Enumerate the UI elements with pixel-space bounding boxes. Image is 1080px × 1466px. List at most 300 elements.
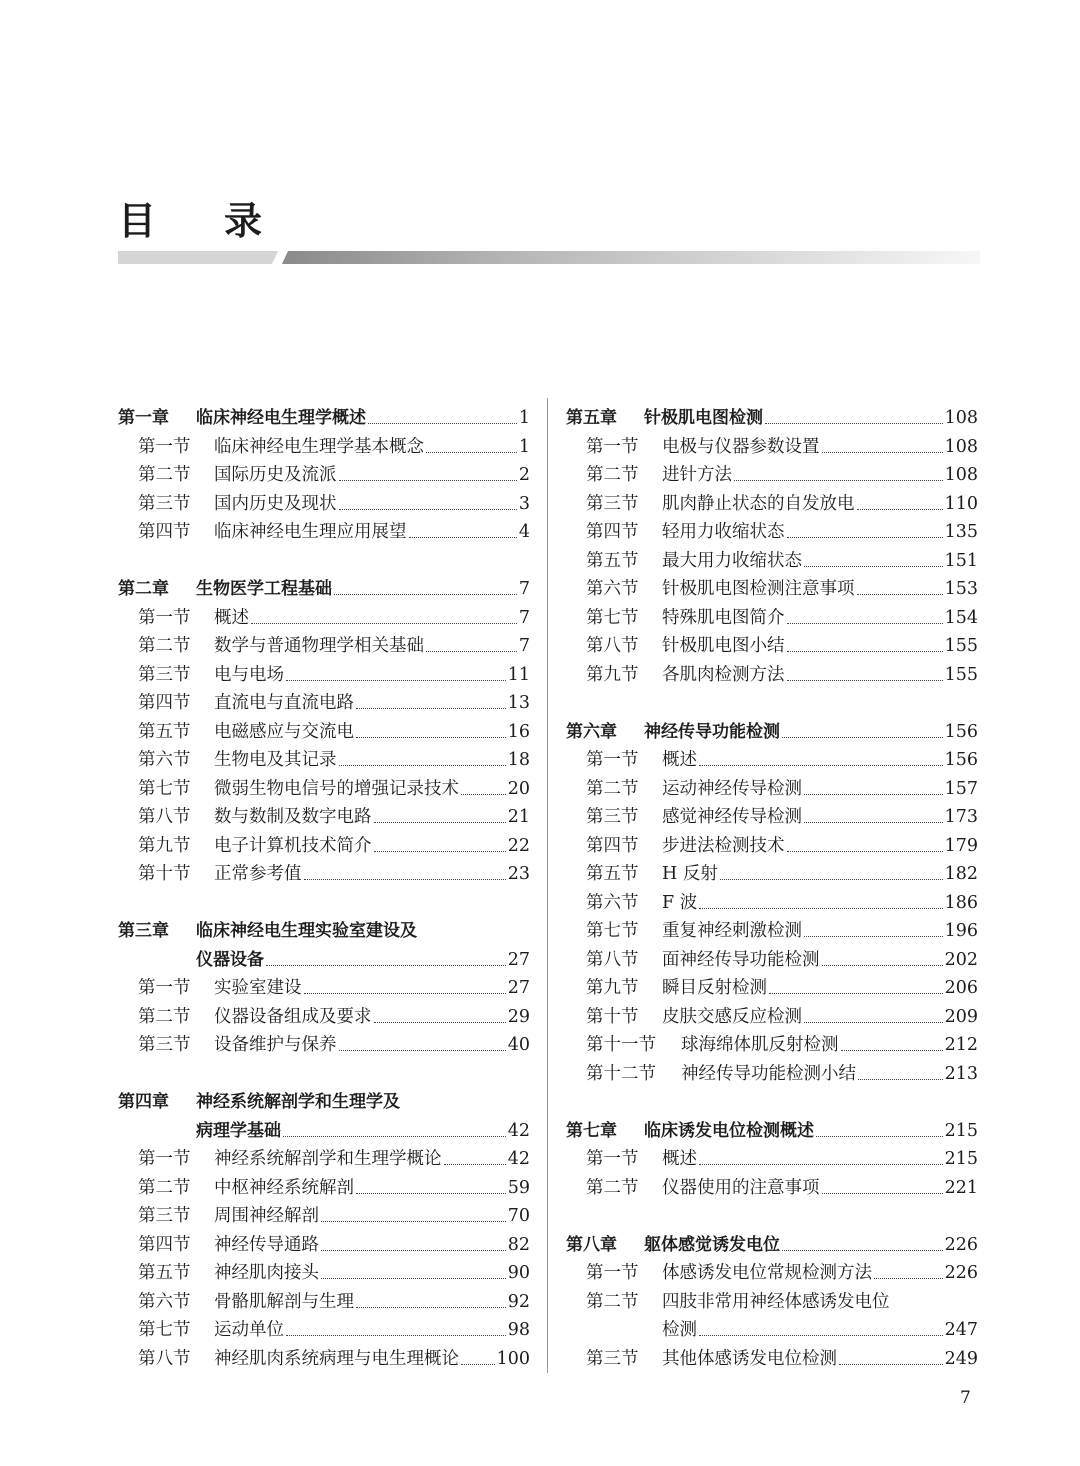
- section-entry: [118, 974, 530, 1003]
- dot-leader: [787, 679, 943, 681]
- section-entry: [566, 860, 978, 889]
- section-number: 第三节: [586, 807, 639, 827]
- section-title: 重复神经刺激检测: [662, 921, 802, 941]
- section-page: 179: [944, 835, 978, 856]
- section-page: 206: [944, 978, 978, 998]
- title-decorative-bar: [0, 0, 1080, 270]
- section-number: 第十节: [586, 1006, 639, 1027]
- dot-leader: [857, 593, 943, 595]
- title-char-2: 录: [224, 199, 263, 243]
- section-entry: [566, 775, 978, 804]
- dot-leader: [874, 1277, 943, 1279]
- dot-leader: [858, 1078, 943, 1080]
- section-page: 7: [518, 636, 530, 656]
- section-number: 第六节: [586, 579, 639, 599]
- section-title: 实验室建设: [214, 978, 302, 998]
- dot-leader: [283, 1135, 506, 1137]
- section-page: 209: [944, 1006, 978, 1027]
- dot-leader: [286, 679, 506, 681]
- chapter-title: 临床神经电生理实验室建设及: [196, 921, 417, 941]
- section-title: 针极肌电图检测注意事项: [662, 579, 855, 599]
- section-entry: [118, 433, 530, 462]
- section-title: 轻用力收缩状态: [662, 522, 785, 542]
- dot-leader: [339, 508, 517, 510]
- section-title: 设备维护与保养: [214, 1035, 337, 1055]
- dot-leader: [734, 479, 943, 481]
- section-title: 体感诱发电位常规检测方法: [662, 1263, 872, 1283]
- chapter-block: [118, 404, 530, 547]
- section-number: 第六节: [586, 892, 639, 913]
- section-page: 59: [507, 1177, 530, 1198]
- chapter-title: 生物医学工程基础: [196, 579, 332, 599]
- section-entry: [566, 1345, 978, 1374]
- section-page: 249: [944, 1348, 978, 1369]
- dot-leader: [787, 850, 943, 852]
- section-entry: [566, 433, 978, 462]
- section-title: 国际历史及流派: [214, 465, 337, 485]
- section-number: 第五节: [586, 864, 639, 884]
- chapter-block: [566, 1231, 978, 1374]
- section-number: 第十二节: [586, 1063, 656, 1084]
- section-number: 第八节: [586, 636, 639, 656]
- dot-leader: [374, 850, 506, 852]
- section-number: 第一节: [138, 436, 191, 457]
- dot-leader: [304, 878, 506, 880]
- dot-leader: [339, 764, 506, 766]
- dot-leader: [769, 992, 943, 994]
- section-entry: [566, 1288, 978, 1317]
- section-number: 第六节: [138, 750, 191, 770]
- dot-leader: [368, 422, 517, 424]
- section-title: 神经传导通路: [214, 1234, 319, 1255]
- chapter-page: 226: [944, 1234, 978, 1255]
- section-number: 第三节: [138, 1206, 191, 1226]
- chapter-page: 156: [944, 721, 978, 742]
- chapter-title: 躯体感觉诱发电位: [644, 1234, 780, 1255]
- dot-leader: [765, 422, 943, 424]
- section-title: 步进法检测技术: [662, 835, 785, 856]
- section-number: 第九节: [586, 978, 639, 998]
- bar-segment-left: [118, 251, 278, 264]
- chapter-title: 临床神经电生理学概述: [196, 408, 366, 428]
- section-page: 22: [507, 835, 530, 856]
- chapter-block: [118, 917, 530, 1060]
- chapter-title: 神经传导功能检测: [644, 721, 780, 742]
- section-title: 其他体感诱发电位检测: [662, 1348, 837, 1369]
- section-page: 2: [518, 465, 530, 485]
- section-title: 电极与仪器参数设置: [662, 436, 820, 457]
- section-entry: [118, 1003, 530, 1032]
- section-entry: [566, 917, 978, 946]
- section-page: 90: [507, 1263, 530, 1283]
- dot-leader: [822, 964, 943, 966]
- section-entry: [566, 518, 978, 547]
- chapter-page: 1: [518, 408, 530, 428]
- section-page: 3: [518, 493, 530, 514]
- section-entry: [118, 604, 530, 633]
- dot-leader: [321, 1277, 506, 1279]
- section-entry: [118, 1345, 530, 1374]
- bar-segment-right: [282, 251, 980, 264]
- section-number: 第八节: [138, 807, 191, 827]
- section-entry: [118, 775, 530, 804]
- section-title: 神经肌肉接头: [214, 1263, 319, 1283]
- section-title: 概述: [662, 1149, 697, 1169]
- section-title: 国内历史及现状: [214, 493, 337, 514]
- chapter-entry: [566, 404, 978, 433]
- section-entry: [566, 1031, 978, 1060]
- section-entry: [566, 946, 978, 975]
- section-page: 108: [944, 436, 978, 457]
- section-title: 球海绵体肌反射检测: [681, 1035, 839, 1055]
- section-number: 第八节: [138, 1348, 191, 1369]
- section-page: 212: [944, 1035, 978, 1055]
- section-number: 第一节: [586, 1263, 639, 1283]
- section-title: 针极肌电图小结: [662, 636, 785, 656]
- page-number: 7: [960, 1388, 971, 1408]
- chapter-title: 神经系统解剖学和生理学及: [196, 1092, 400, 1112]
- dot-leader: [841, 1049, 943, 1051]
- section-page: 27: [507, 978, 530, 998]
- section-page: 7: [518, 607, 530, 628]
- section-number: 第三节: [586, 493, 639, 514]
- section-page: 135: [944, 522, 978, 542]
- section-number: 第二节: [586, 465, 639, 485]
- chapter-entry: [118, 1088, 530, 1117]
- dot-leader: [839, 1363, 943, 1365]
- section-number: 第十节: [138, 864, 191, 884]
- dot-leader: [356, 1306, 506, 1308]
- section-number: 第九节: [138, 835, 191, 856]
- chapter-number: 第二章: [118, 579, 169, 599]
- section-page: 20: [507, 778, 530, 799]
- section-number: 第一节: [586, 750, 639, 770]
- section-number: 第四节: [138, 1234, 191, 1255]
- dot-leader: [782, 1249, 943, 1251]
- dot-leader: [699, 1163, 943, 1165]
- section-title: 临床神经电生理应用展望: [214, 522, 407, 542]
- section-entry: [566, 632, 978, 661]
- section-entry: [118, 1259, 530, 1288]
- toc-column-left: [118, 404, 530, 1402]
- section-title: 直流电与直流电路: [214, 693, 354, 713]
- dot-leader: [334, 593, 517, 595]
- chapter-title: 临床诱发电位检测概述: [644, 1120, 814, 1141]
- chapter-entry: [118, 575, 530, 604]
- section-title: 运动单位: [214, 1320, 284, 1340]
- section-page: 42: [507, 1149, 530, 1169]
- section-entry: [566, 1145, 978, 1174]
- section-title: 特殊肌电图简介: [662, 607, 785, 628]
- section-number: 第二节: [586, 778, 639, 799]
- section-page: 173: [944, 807, 978, 827]
- section-entry: [118, 860, 530, 889]
- dot-leader: [787, 536, 943, 538]
- section-entry: [118, 746, 530, 775]
- section-number: 第五节: [138, 1263, 191, 1283]
- section-page: 13: [507, 693, 530, 713]
- section-title: 微弱生物电信号的增强记录技术: [214, 778, 459, 799]
- section-page: 21: [507, 807, 530, 827]
- section-title: 面神经传导功能检测: [662, 949, 820, 970]
- section-number: 第四节: [586, 835, 639, 856]
- dot-leader: [304, 992, 506, 994]
- section-number: 第五节: [138, 721, 191, 742]
- section-page: 226: [944, 1263, 978, 1283]
- section-page: 16: [507, 721, 530, 742]
- dot-leader: [461, 1363, 495, 1365]
- section-title: 瞬目反射检测: [662, 978, 767, 998]
- section-title: F 波: [662, 892, 698, 913]
- chapter-title: 病理学基础: [196, 1120, 281, 1141]
- section-number: 第二节: [138, 636, 191, 656]
- chapter-block: [118, 575, 530, 889]
- section-entry: [566, 1174, 978, 1203]
- section-number: 第一节: [586, 1149, 639, 1169]
- section-page: 182: [944, 864, 978, 884]
- chapter-entry: [118, 917, 530, 946]
- section-title: 正常参考值: [214, 864, 302, 884]
- section-number: 第二节: [138, 1177, 191, 1198]
- section-entry: [566, 661, 978, 690]
- section-entry: [118, 1231, 530, 1260]
- section-entry: [566, 1060, 978, 1089]
- title-char-1: 目: [118, 199, 157, 243]
- section-page: 221: [944, 1177, 978, 1198]
- section-number: 第八节: [586, 949, 639, 970]
- section-title: 生物电及其记录: [214, 750, 337, 770]
- section-entry: [118, 1174, 530, 1203]
- section-number: 第一节: [138, 607, 191, 628]
- section-title: 骨骼肌解剖与生理: [214, 1291, 354, 1312]
- dot-leader: [461, 793, 506, 795]
- dot-leader: [857, 508, 943, 510]
- section-number: 第二节: [138, 465, 191, 485]
- section-page: 23: [507, 864, 530, 884]
- dot-leader: [356, 736, 506, 738]
- section-title: 各肌肉检测方法: [662, 664, 785, 685]
- section-entry: [566, 889, 978, 918]
- dot-leader: [321, 1220, 506, 1222]
- section-entry: [118, 490, 530, 519]
- section-title: 最大用力收缩状态: [662, 550, 802, 571]
- section-entry: [118, 832, 530, 861]
- chapter-entry: [566, 1231, 978, 1260]
- chapter-number: 第五章: [566, 408, 617, 428]
- dot-leader: [822, 451, 943, 453]
- section-title: 神经系统解剖学和生理学概论: [214, 1149, 442, 1169]
- chapter-page: 108: [944, 408, 978, 428]
- section-title: 概述: [662, 750, 697, 770]
- section-entry: [118, 1288, 530, 1317]
- section-page: 108: [944, 465, 978, 485]
- section-page: 196: [944, 921, 978, 941]
- section-page: 4: [518, 522, 530, 542]
- dot-leader: [444, 1163, 506, 1165]
- section-number: 第七节: [138, 1320, 191, 1340]
- section-title: 电与电场: [214, 664, 284, 685]
- chapter-number: 第七章: [566, 1120, 617, 1141]
- section-number: 第四节: [138, 522, 191, 542]
- dot-leader: [266, 964, 506, 966]
- section-number: 第二节: [586, 1291, 639, 1312]
- section-title: 运动神经传导检测: [662, 778, 802, 799]
- column-divider: [547, 398, 548, 1373]
- section-entry: [566, 746, 978, 775]
- section-number: 第三节: [586, 1348, 639, 1369]
- section-page: 151: [944, 550, 978, 571]
- section-title: 中枢神经系统解剖: [214, 1177, 354, 1198]
- section-title: 电子计算机技术简介: [214, 835, 372, 856]
- section-entry: [566, 1316, 978, 1345]
- section-title: 四肢非常用神经体感诱发电位: [662, 1291, 890, 1312]
- dot-leader: [804, 565, 943, 567]
- section-page: 92: [507, 1291, 530, 1312]
- section-title: 检测: [662, 1320, 697, 1340]
- section-page: 110: [944, 493, 978, 514]
- section-entry: [566, 1259, 978, 1288]
- chapter-number: 第四章: [118, 1092, 169, 1112]
- section-entry: [118, 1031, 530, 1060]
- section-entry: [118, 661, 530, 690]
- section-title: 电磁感应与交流电: [214, 721, 354, 742]
- section-page: 155: [944, 636, 978, 656]
- dot-leader: [804, 793, 943, 795]
- section-title: 仪器设备组成及要求: [214, 1006, 372, 1027]
- dot-leader: [251, 622, 517, 624]
- chapter-number: 第三章: [118, 921, 169, 941]
- dot-leader: [782, 736, 943, 738]
- section-title: 数与数制及数字电路: [214, 807, 372, 827]
- section-page: 100: [496, 1348, 530, 1369]
- chapter-page: 215: [944, 1120, 978, 1141]
- section-number: 第七节: [586, 607, 639, 628]
- toc-column-right: [566, 404, 978, 1402]
- section-page: 153: [944, 579, 978, 599]
- section-page: 186: [944, 892, 978, 913]
- section-title: 肌肉静止状态的自发放电: [662, 493, 855, 514]
- section-number: 第二节: [586, 1177, 639, 1198]
- section-page: 213: [944, 1063, 978, 1084]
- section-entry: [118, 1145, 530, 1174]
- dot-leader: [374, 821, 506, 823]
- section-title: 仪器使用的注意事项: [662, 1177, 820, 1198]
- section-number: 第一节: [138, 978, 191, 998]
- dot-leader: [356, 707, 506, 709]
- chapter-entry: [118, 946, 530, 975]
- section-number: 第七节: [586, 921, 639, 941]
- chapter-title: 针极肌电图检测: [644, 408, 763, 428]
- dot-leader: [339, 1049, 506, 1051]
- section-entry: [118, 1202, 530, 1231]
- chapter-entry: [566, 1117, 978, 1146]
- section-entry: [566, 832, 978, 861]
- section-entry: [118, 632, 530, 661]
- chapter-number: 第八章: [566, 1234, 617, 1255]
- dot-leader: [787, 650, 943, 652]
- section-entry: [566, 490, 978, 519]
- section-page: 247: [944, 1320, 978, 1340]
- dot-leader: [409, 536, 517, 538]
- dot-leader: [804, 1021, 943, 1023]
- chapter-page: 42: [507, 1120, 530, 1141]
- dot-leader: [426, 650, 517, 652]
- section-page: 156: [944, 750, 978, 770]
- section-number: 第十一节: [586, 1035, 656, 1055]
- dot-leader: [816, 1135, 943, 1137]
- chapter-entry: [566, 718, 978, 747]
- dot-leader: [804, 821, 943, 823]
- section-page: 98: [507, 1320, 530, 1340]
- dot-leader: [804, 935, 943, 937]
- chapter-page: 7: [518, 579, 530, 599]
- chapter-entry: [118, 404, 530, 433]
- dot-leader: [356, 1192, 506, 1194]
- chapter-number: 第六章: [566, 721, 617, 742]
- section-title: 数学与普通物理学相关基础: [214, 636, 424, 656]
- section-entry: [118, 461, 530, 490]
- dot-leader: [699, 1334, 943, 1336]
- chapter-page: 27: [507, 949, 530, 970]
- section-page: 40: [507, 1035, 530, 1055]
- dot-leader: [426, 451, 517, 453]
- dot-leader: [286, 1334, 506, 1336]
- chapter-block: [566, 1117, 978, 1203]
- dot-leader: [822, 1192, 943, 1194]
- section-title: 临床神经电生理学基本概念: [214, 436, 424, 457]
- section-page: 1: [518, 436, 530, 457]
- chapter-block: [118, 1088, 530, 1373]
- section-number: 第三节: [138, 1035, 191, 1055]
- section-number: 第四节: [138, 693, 191, 713]
- section-entry: [566, 1003, 978, 1032]
- dot-leader: [699, 907, 942, 909]
- section-page: 215: [944, 1149, 978, 1169]
- section-entry: [566, 974, 978, 1003]
- section-number: 第一节: [138, 1149, 191, 1169]
- section-title: H 反射: [662, 864, 718, 884]
- section-entry: [566, 803, 978, 832]
- section-entry: [118, 689, 530, 718]
- section-entry: [566, 604, 978, 633]
- section-entry: [566, 575, 978, 604]
- section-page: 157: [944, 778, 978, 799]
- section-page: 70: [507, 1206, 530, 1226]
- section-number: 第三节: [138, 493, 191, 514]
- section-entry: [118, 803, 530, 832]
- section-entry: [118, 518, 530, 547]
- dot-leader: [374, 1021, 506, 1023]
- dot-leader: [321, 1249, 506, 1251]
- section-title: 感觉神经传导检测: [662, 807, 802, 827]
- section-page: 29: [507, 1006, 530, 1027]
- dot-leader: [339, 479, 517, 481]
- section-page: 11: [507, 664, 530, 685]
- chapter-block: [566, 404, 978, 689]
- section-number: 第一节: [586, 436, 639, 457]
- dot-leader: [699, 764, 943, 766]
- section-entry: [566, 547, 978, 576]
- section-title: 周围神经解剖: [214, 1206, 319, 1226]
- section-title: 神经传导功能检测小结: [681, 1063, 856, 1084]
- section-number: 第三节: [138, 664, 191, 685]
- section-entry: [566, 461, 978, 490]
- section-title: 皮肤交感反应检测: [662, 1006, 802, 1027]
- section-page: 155: [944, 664, 978, 685]
- section-title: 进针方法: [662, 465, 732, 485]
- chapter-block: [566, 718, 978, 1089]
- section-entry: [118, 718, 530, 747]
